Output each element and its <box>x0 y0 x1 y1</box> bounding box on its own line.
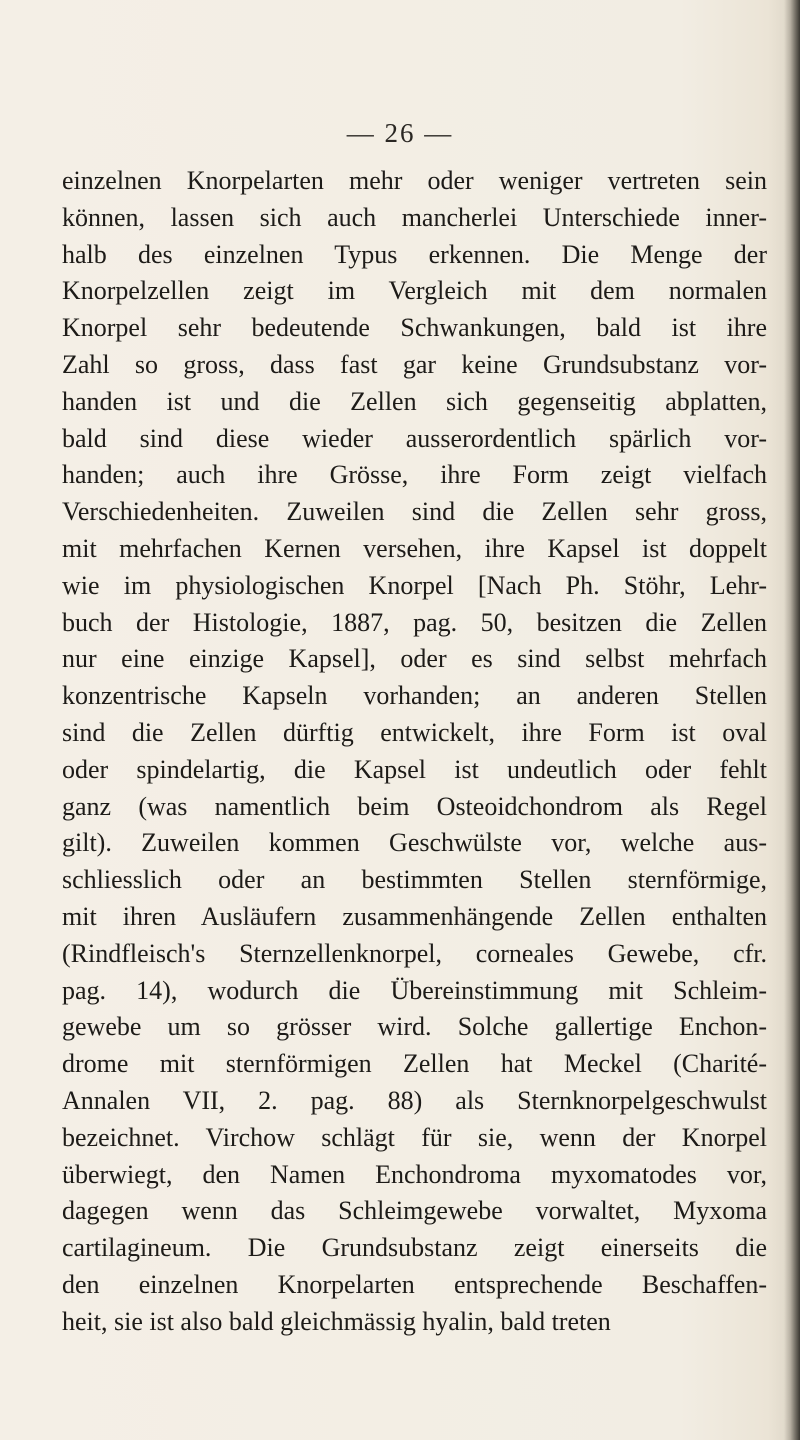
body-text <box>62 163 767 1341</box>
text-line: (Rindfleisch's Sternzellenknorpel, corneales Gewebe, cfr. <box>62 938 767 968</box>
text-line: handen; auch ihre Grösse, ihre Form zeigt vielfach <box>62 460 767 490</box>
text-line: mit ihren Ausläufern zusammenhängende Zellen enthalten <box>62 901 767 931</box>
text-line: dagegen wenn das Schleimgewebe vorwaltet, Myxoma <box>62 1196 767 1226</box>
text-line: Annalen VII, 2. pag. 88) als Sternknorpelgeschwulst <box>62 1085 767 1115</box>
text-line: überwiegt, den Namen Enchondroma myxomatodes vor, <box>62 1159 767 1189</box>
text-line: können, lassen sich auch mancherlei Unterschiede inner- <box>62 202 767 232</box>
text-line: nur eine einzige Kapsel], oder es sind selbst mehrfach <box>62 644 767 674</box>
text-line: Verschiedenheiten. Zuweilen sind die Zellen sehr gross, <box>62 497 767 527</box>
text-line: ganz (was namentlich beim Osteoidchondrom als Regel <box>62 791 767 821</box>
text-line: oder spindelartig, die Kapsel ist undeutlich oder fehlt <box>62 754 767 784</box>
page-number-header: — 26 — <box>346 118 454 148</box>
text-line: wie im physiologischen Knorpel [Nach Ph. Stöhr, Lehr- <box>62 570 767 600</box>
text-line: mit mehrfachen Kernen versehen, ihre Kapsel ist doppelt <box>62 533 767 563</box>
text-line: handen ist und die Zellen sich gegenseitig abplatten, <box>62 386 767 416</box>
text-line: cartilagineum. Die Grundsubstanz zeigt einerseits die <box>62 1233 767 1263</box>
text-line: drome mit sternförmigen Zellen hat Meckel (Charité- <box>62 1049 767 1079</box>
text-line: buch der Histologie, 1887, pag. 50, besitzen die Zellen <box>62 607 767 637</box>
text-line: einzelnen Knorpelarten mehr oder weniger vertreten sein <box>62 166 767 195</box>
text-line: Zahl so gross, dass fast gar keine Grundsubstanz vor- <box>62 349 767 379</box>
text-line: konzentrische Kapseln vorhanden; an anderen Stellen <box>62 681 767 711</box>
text-line: Knorpelzellen zeigt im Vergleich mit dem normalen <box>62 276 767 306</box>
text-line: halb des einzelnen Typus erkennen. Die Menge der <box>62 239 767 269</box>
text-line: schliesslich oder an bestimmten Stellen sternförmige, <box>62 865 767 895</box>
text-line: gewebe um so grösser wird. Solche gallertige Enchon- <box>62 1012 767 1042</box>
text-line: pag. 14), wodurch die Übereinstimmung mit Schleim- <box>62 975 767 1005</box>
text-line: sind die Zellen dürftig entwickelt, ihre Form ist oval <box>62 717 767 747</box>
text-line: bald sind diese wieder ausserordentlich spärlich vor- <box>62 423 767 453</box>
text-line: bezeichnet. Virchow schlägt für sie, wenn der Knorpel <box>62 1122 767 1152</box>
text-line: Knorpel sehr bedeutende Schwankungen, bald ist ihre <box>62 313 767 343</box>
page-edge-shadow <box>784 0 800 1440</box>
text-line: heit, sie ist also bald gleichmässig hyalin, bald treten <box>62 1306 611 1336</box>
text-line: gilt). Zuweilen kommen Geschwülste vor, welche aus- <box>62 828 767 858</box>
text-line: den einzelnen Knorpelarten entsprechende Beschaffen- <box>62 1269 767 1299</box>
